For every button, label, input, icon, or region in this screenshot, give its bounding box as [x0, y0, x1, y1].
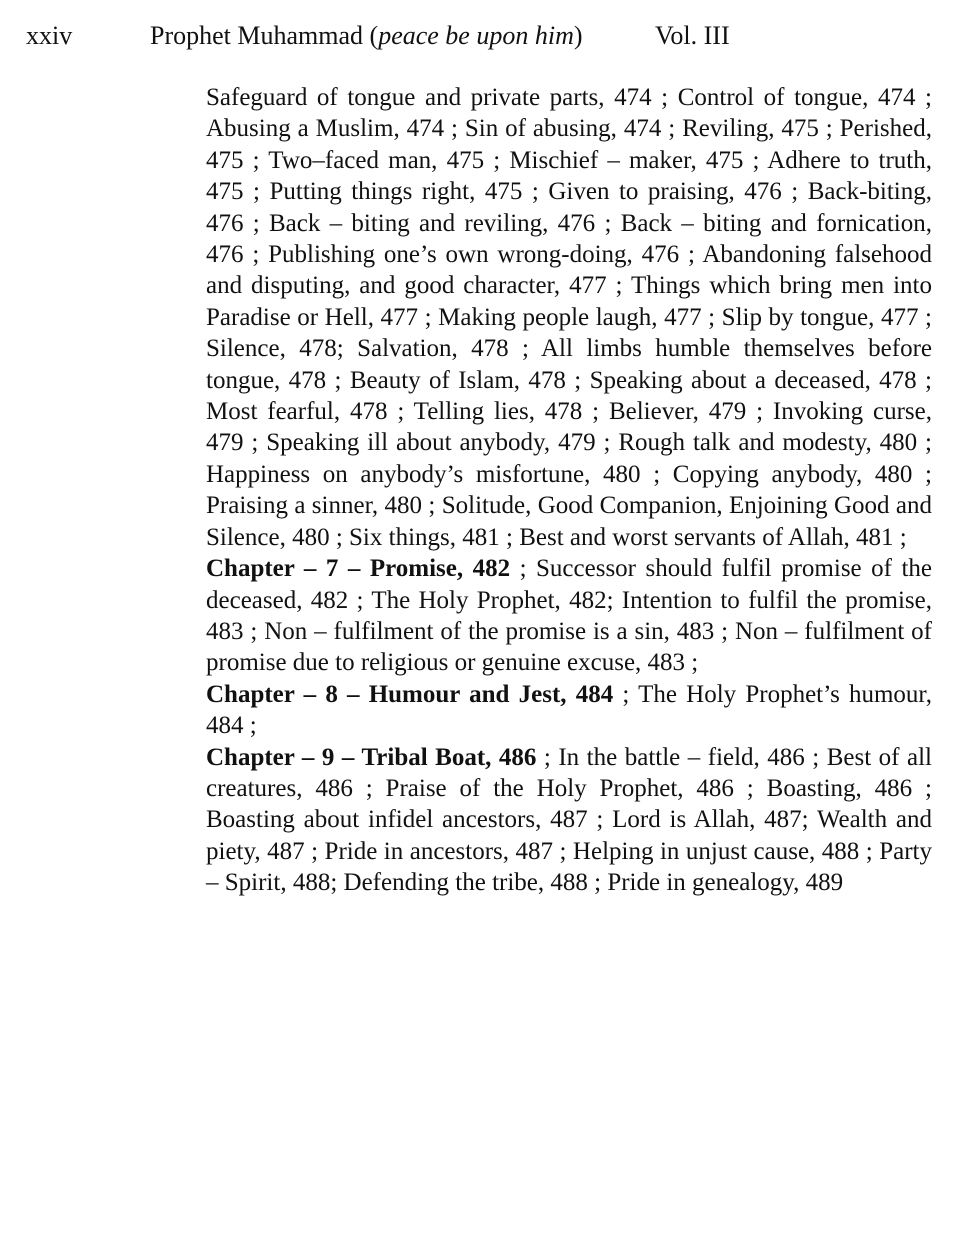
- book-title-prefix: Prophet Muhammad (: [150, 21, 379, 50]
- chapter-8-block: [206, 679, 932, 742]
- volume-label: Vol. III: [655, 21, 730, 50]
- chapter-9-entries: ; In the battle – field, 486 ; Best of all creatures, 486 ; Praise of the Holy Prophet, 486 ; Boasting, 486 ; Boasting about infidel ancestors, 487 ; Lord is Allah, 487; Wealth and piety, 487 ; Pride in ancestors, 487 ; Helping in unjust cause, 488 ; Party – Spirit, 488; Defending the tribe, 488 ; Pride in genealogy, 489: [206, 743, 932, 897]
- contents-index: [206, 82, 932, 899]
- index-entries: Safeguard of tongue and private parts, 474 ; Control of tongue, 474 ; Abusing a Muslim, 474 ; Sin of abusing, 474 ; Reviling, 475 ; Perished, 475 ; Two–faced man, 475 ; Mischief – maker, 475 ; Adhere to truth, 475 ; Putting things right, 475 ; Given to praising, 476 ; Back-biting, 476 ; Back – biting and reviling, 476 ; Back – biting and fornication, 476 ; Publishing one’s own wrong-doing, 476 ; Abandoning falsehood and disputing, and good character, 477 ; Things which bring men into Paradise or Hell, 477 ; Making people laugh, 477 ; Slip by tongue, 477 ; Silence, 478; Salvation, 478 ; All limbs humble themselves before tongue, 478 ; Beauty of Islam, 478 ; Speaking about a deceased, 478 ; Most fearful, 478 ; Telling lies, 478 ; Believer, 479 ; Invoking curse, 479 ; Speaking ill about anybody, 479 ; Rough talk and modesty, 480 ; Happiness on anybody’s misfortune, 480 ; Copying anybody, 480 ; Praising a sinner, 480 ; Solitude, Good Companion, Enjoining Good and Silence, 480 ; Six things, 481 ; Best and worst servants of Allah, 481 ;: [206, 84, 932, 551]
- chapter-7-entries: ; Successor should fulfil promise of the deceased, 482 ; The Holy Prophet, 482; Intention to fulfil the promise, 483 ; Non – fulfilment of the promise is a sin, 483 ; Non – fulfilment of promise due to religious or genuine excuse, 483 ;: [206, 555, 932, 677]
- chapter-7-block: [206, 553, 932, 679]
- page-number: xxiv: [26, 21, 73, 50]
- chapter-8-entries: ; The Holy Prophet’s humour, 484 ;: [206, 680, 933, 740]
- book-title-suffix: ): [573, 21, 583, 50]
- running-header: [0, 18, 960, 54]
- chapter-8-heading: Chapter – 8 – Humour and Jest, 484: [206, 680, 614, 708]
- chapter-9-heading: Chapter – 9 – Tribal Boat, 486: [206, 743, 537, 771]
- book-title-honorific: peace be upon him: [378, 21, 574, 50]
- chapter-9-block: [206, 742, 932, 899]
- book-title: [150, 18, 583, 54]
- chapter-7-heading: Chapter – 7 – Promise, 482: [206, 555, 511, 583]
- index-entry-block: [206, 82, 932, 553]
